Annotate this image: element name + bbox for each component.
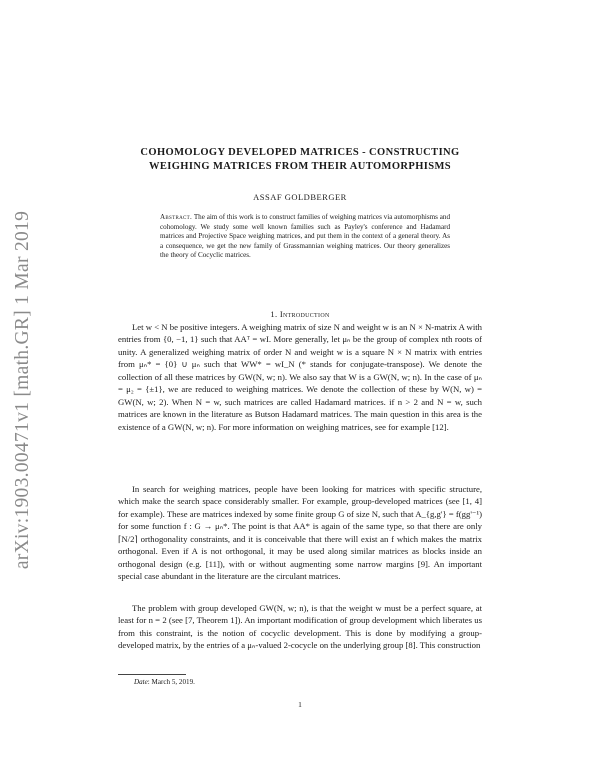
paragraph-3 [118, 602, 482, 652]
footnote [134, 678, 195, 686]
title-line-2: WEIGHING MATRICES FROM THEIR AUTOMORPHISMS [148, 161, 452, 172]
paragraph-2-text: In search for weighing matrices, people have been looking for matrices with specific structure, which make the search space considerably smaller. For example, group-developed matrices (see [1, 4] for example). These are matrices indexed by some finite group G of size N, such that A_{g,g'} = f(gg'⁻¹) for some function f : G → μₙ*. The point is that AA* is again of the same type, so that there are only ⌈N/2⌉ orthogonality constraints, and it is conceivable that there will exist an f which makes the matrix orthogonal. Even if A is not orthogonal, it may be used along similar matrices as blocks inside an orthogonal design (e.g. [11]), with or without augmenting some narrow margins [9]. An important special case abundant in the literature are the circulant matrices. [118, 484, 482, 582]
abstract-label: Abstract. [160, 213, 193, 221]
title-line-1: COHOMOLOGY DEVELOPED MATRICES - CONSTRUCTING [140, 147, 460, 158]
section-title: Introduction [279, 309, 330, 319]
paragraph-2 [118, 483, 482, 583]
section-number: 1. [270, 309, 278, 319]
paragraph-1 [118, 321, 482, 433]
footnote-divider [118, 674, 186, 675]
arxiv-identifier: arXiv:1903.00471v1 [math.GR] 1 Mar 2019 [12, 210, 33, 570]
page-number: 1 [298, 700, 302, 709]
footnote-text: : March 5, 2019. [147, 678, 195, 686]
abstract-text: The aim of this work is to construct families of weighing matrices via automorphisms and cohomology. We study some well known families such as Payley's conference and Hadamard matrices and Projective Space weighing matrices, and put them in the context of a general theory. As a consequence, we get the new family of Grassmannian weighing matrices. Our theory generalizes the theory of Cocyclic matrices. [160, 213, 450, 260]
paper-title [110, 146, 490, 174]
footnote-label: Date [134, 678, 148, 686]
abstract [160, 213, 450, 261]
paragraph-3-text: The problem with group developed GW(N, w; n), is that the weight w must be a perfect square, at least for n = 2 (see [7, Theorem 1]). An important modification of group development which liberates us from this constraint, is the notion of cocyclic development. This is done by modifying a group-developed matrix, by the entries of a μₙ-valued 2-cocycle on the underlying group [8]. This construction [118, 603, 482, 651]
paragraph-1-text: Let w < N be positive integers. A weighing matrix of size N and weight w is an N × N-matrix A with entries from {0, −1, 1} such that AAᵀ = wI. More generally, let μₙ be the group of complex nth roots of unity. A generalized weighing matrix of order N and weight w is a square N × N matrix with entries from μₙ* = {0} ∪ μₙ such that WW* = wI_N (* stands for conjugate-transpose). We denote the collection of all these matrices by GW(N, w; n). We also say that W is a GW(N, w; n). In the case of μₙ = μ₂ = {±1}, we are reduced to weighing matrices. We denote the collection of these by W(N, w) = GW(N, w; 2). When N = w, such matrices are called Hadamard matrices. if n > 2 and N = w, such matrices are known in the literature as Butson Hadamard matrices. The main question in this area is the existence of a GW(N, w; n). For more information on weighing matrices, see for example [12]. [118, 322, 482, 432]
author-name: ASSAF GOLDBERGER [253, 192, 347, 202]
arxiv-identifier-sidebar [8, 180, 38, 600]
section-heading [200, 309, 400, 319]
